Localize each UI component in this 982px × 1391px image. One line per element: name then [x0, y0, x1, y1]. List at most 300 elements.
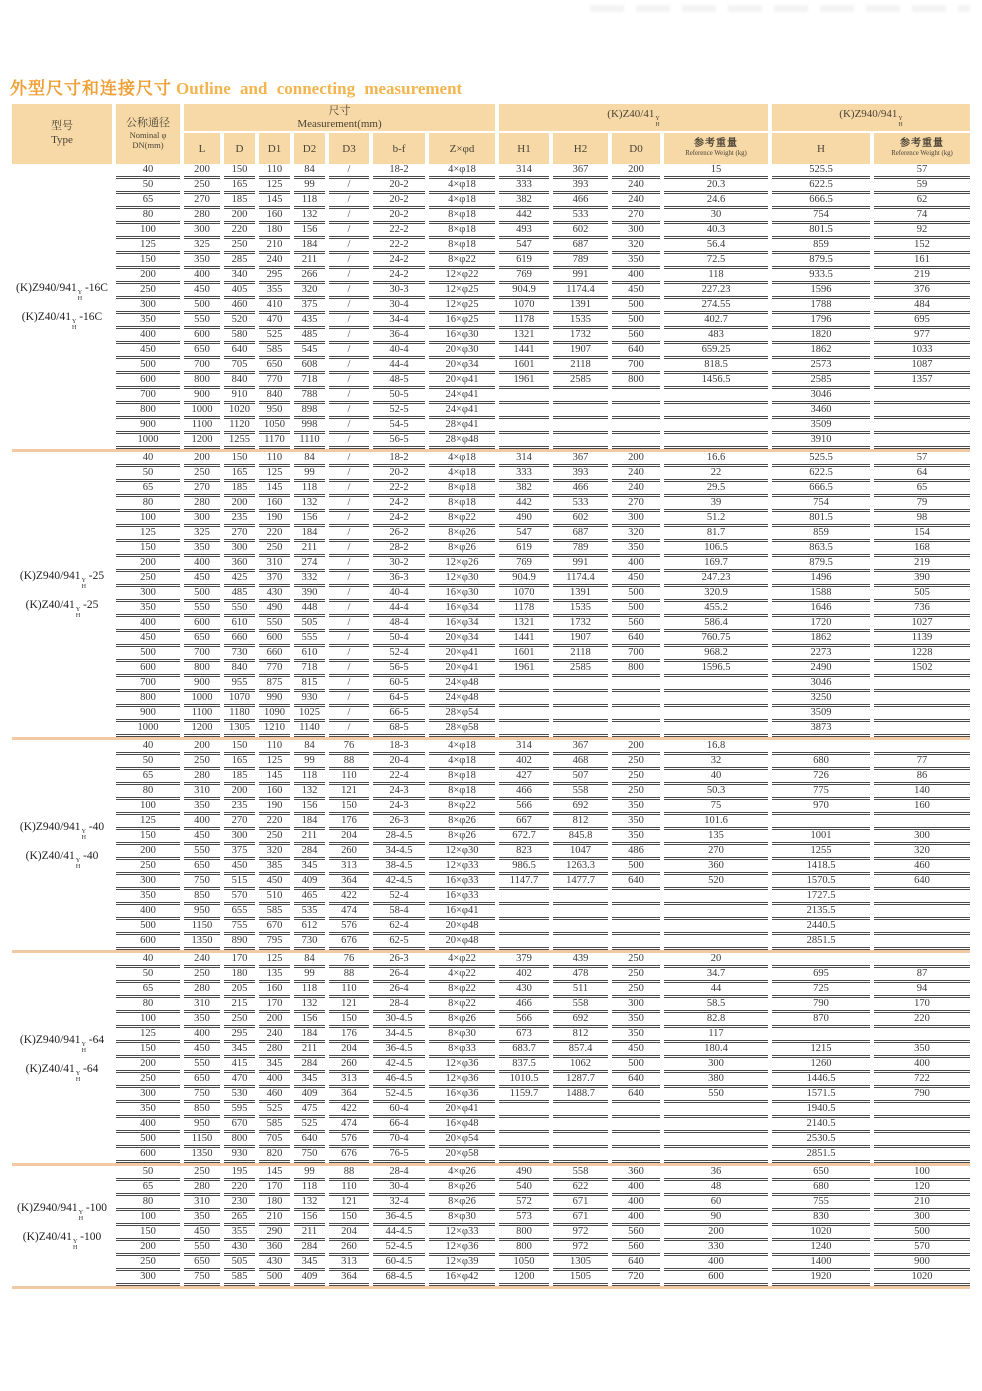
value-cell: 125: [259, 953, 290, 968]
value-cell: 118: [294, 482, 325, 497]
value-cell: 210: [259, 1211, 290, 1226]
value-cell: 18-3: [373, 740, 425, 755]
col-D0: D0: [612, 133, 660, 164]
table-row: [12, 875, 970, 890]
value-cell: 26-4: [373, 983, 425, 998]
value-cell: 16×φ30: [429, 587, 495, 602]
value-cell: 270: [184, 194, 220, 209]
value-cell: 1020: [772, 1226, 870, 1241]
value-cell: /: [329, 179, 369, 194]
value-cell: 409: [294, 1088, 325, 1103]
value-cell: 169.7: [664, 557, 768, 572]
value-cell: 430: [499, 983, 549, 998]
value-cell: 350: [184, 254, 220, 269]
value-cell: 250: [612, 770, 660, 785]
value-cell: 150: [224, 452, 255, 467]
value-cell: 20×φ58: [429, 1148, 495, 1163]
value-cell: 550: [664, 1088, 768, 1103]
value-cell: 655: [224, 905, 255, 920]
value-cell: 1100: [184, 419, 220, 434]
value-cell: 30-2: [373, 557, 425, 572]
value-cell: /: [329, 542, 369, 557]
dn-cell: 125: [116, 815, 180, 830]
value-cell: 36-4: [373, 329, 425, 344]
value-cell: [612, 905, 660, 920]
value-cell: 730: [294, 935, 325, 950]
table-row: [12, 1058, 970, 1073]
dn-cell: 500: [116, 920, 180, 935]
value-cell: 333: [499, 179, 549, 194]
value-cell: [499, 1103, 549, 1118]
value-cell: 705: [259, 1133, 290, 1148]
value-cell: 750: [294, 1148, 325, 1163]
value-cell: 26-4: [373, 968, 425, 983]
value-cell: 156: [294, 512, 325, 527]
dn-cell: 65: [116, 482, 180, 497]
value-cell: 4×φ26: [429, 1166, 495, 1181]
value-cell: 950: [259, 404, 290, 419]
value-cell: 118: [294, 1181, 325, 1196]
value-cell: 576: [329, 1133, 369, 1148]
z40-variant-stack: Y H: [655, 115, 660, 128]
value-cell: 110: [259, 164, 290, 179]
table-row: [12, 890, 970, 905]
value-cell: 121: [329, 1196, 369, 1211]
value-cell: 687: [553, 239, 608, 254]
dn-cell: 200: [116, 269, 180, 284]
value-cell: 1174.4: [553, 572, 608, 587]
table-row: [12, 572, 970, 587]
value-cell: 220: [259, 815, 290, 830]
value-cell: [664, 920, 768, 935]
value-cell: 58-4: [373, 905, 425, 920]
value-cell: 402.7: [664, 314, 768, 329]
value-cell: 250: [612, 983, 660, 998]
value-cell: 1321: [499, 329, 549, 344]
value-cell: 4×φ18: [429, 164, 495, 179]
value-cell: 235: [224, 800, 255, 815]
value-cell: 1255: [772, 845, 870, 860]
value-cell: [664, 404, 768, 419]
value-cell: 99: [294, 755, 325, 770]
value-cell: 156: [294, 224, 325, 239]
value-cell: 535: [294, 905, 325, 920]
value-cell: 20-2: [373, 179, 425, 194]
dn-cell: 150: [116, 542, 180, 557]
value-cell: [553, 404, 608, 419]
value-cell: 12×φ30: [429, 572, 495, 587]
value-cell: 52-4: [373, 647, 425, 662]
value-cell: /: [329, 374, 369, 389]
value-cell: 595: [224, 1103, 255, 1118]
value-cell: 12×φ30: [429, 845, 495, 860]
value-cell: 1047: [553, 845, 608, 860]
dn-cell: 300: [116, 1088, 180, 1103]
value-cell: 550: [184, 602, 220, 617]
value-cell: 1070: [224, 692, 255, 707]
value-cell: 180: [259, 224, 290, 239]
value-cell: 930: [294, 692, 325, 707]
value-cell: [874, 740, 970, 755]
value-cell: 32: [664, 755, 768, 770]
value-cell: [612, 890, 660, 905]
value-cell: 435: [294, 314, 325, 329]
value-cell: 110: [329, 770, 369, 785]
value-cell: 26-3: [373, 815, 425, 830]
value-cell: 801.5: [772, 512, 870, 527]
value-cell: 220: [224, 1181, 255, 1196]
value-cell: 450: [184, 1226, 220, 1241]
value-cell: 284: [294, 1058, 325, 1073]
value-cell: 2585: [553, 662, 608, 677]
value-cell: /: [329, 239, 369, 254]
value-cell: 545: [294, 344, 325, 359]
value-cell: 400: [612, 1211, 660, 1226]
value-cell: 812: [553, 815, 608, 830]
value-cell: 511: [553, 983, 608, 998]
value-cell: 555: [294, 632, 325, 647]
dn-cell: 80: [116, 497, 180, 512]
value-cell: 18-2: [373, 452, 425, 467]
value-cell: 99: [294, 467, 325, 482]
value-cell: 566: [499, 1013, 549, 1028]
dn-cell: 40: [116, 452, 180, 467]
dn-cell: 65: [116, 983, 180, 998]
variant-stack: Y H: [78, 1209, 84, 1222]
value-cell: 650: [259, 359, 290, 374]
value-cell: 64-5: [373, 692, 425, 707]
value-cell: 507: [553, 770, 608, 785]
table-row: [12, 269, 970, 284]
value-cell: 350: [612, 542, 660, 557]
value-cell: 667: [499, 815, 549, 830]
value-cell: [553, 1118, 608, 1133]
z940-label: (K)Z940/941: [839, 107, 898, 120]
value-cell: 110: [329, 1181, 369, 1196]
dn-cell: 400: [116, 329, 180, 344]
value-cell: 672.7: [499, 830, 549, 845]
value-cell: 933.5: [772, 269, 870, 284]
value-cell: 525.5: [772, 452, 870, 467]
value-cell: 40-4: [373, 587, 425, 602]
value-cell: 1305: [224, 722, 255, 737]
value-cell: 20×φ30: [429, 344, 495, 359]
value-cell: 483: [664, 329, 768, 344]
value-cell: /: [329, 434, 369, 449]
value-cell: 525: [259, 1103, 290, 1118]
value-cell: 32-4: [373, 1196, 425, 1211]
value-cell: 26-3: [373, 953, 425, 968]
value-cell: 788: [294, 389, 325, 404]
value-cell: 57: [874, 164, 970, 179]
value-cell: 3910: [772, 434, 870, 449]
value-cell: 320: [259, 845, 290, 860]
value-cell: [874, 419, 970, 434]
value-cell: 879.5: [772, 254, 870, 269]
value-cell: 650: [184, 1256, 220, 1271]
value-cell: 430: [224, 1241, 255, 1256]
value-cell: 24×φ41: [429, 404, 495, 419]
value-cell: 300: [612, 512, 660, 527]
value-cell: [664, 707, 768, 722]
value-cell: 402: [499, 968, 549, 983]
value-cell: 280: [184, 770, 220, 785]
value-cell: 99: [294, 1166, 325, 1181]
value-cell: 170: [224, 953, 255, 968]
value-cell: 692: [553, 1013, 608, 1028]
value-cell: /: [329, 677, 369, 692]
value-cell: /: [329, 467, 369, 482]
dn-cell: 350: [116, 602, 180, 617]
value-cell: 12×φ39: [429, 1256, 495, 1271]
value-cell: 409: [294, 1271, 325, 1286]
value-cell: 30-4: [373, 1181, 425, 1196]
value-cell: 8×φ30: [429, 1028, 495, 1043]
value-cell: 558: [553, 785, 608, 800]
value-cell: 350: [612, 815, 660, 830]
value-cell: [553, 1103, 608, 1118]
table-row: [12, 467, 970, 482]
value-cell: 28×φ58: [429, 722, 495, 737]
value-cell: 200: [184, 740, 220, 755]
value-cell: [612, 707, 660, 722]
value-cell: 500: [612, 314, 660, 329]
value-cell: 726: [772, 770, 870, 785]
value-cell: 51.2: [664, 512, 768, 527]
value-cell: 640: [612, 1256, 660, 1271]
value-cell: 986.5: [499, 860, 549, 875]
value-cell: /: [329, 164, 369, 179]
value-cell: 345: [294, 1073, 325, 1088]
value-cell: 20×φ34: [429, 359, 495, 374]
value-cell: 640: [874, 875, 970, 890]
value-cell: 687: [553, 527, 608, 542]
value-cell: 859: [772, 239, 870, 254]
value-cell: [874, 722, 970, 737]
dn-cell: 500: [116, 359, 180, 374]
value-cell: 280: [259, 1043, 290, 1058]
value-cell: 34-4.5: [373, 1028, 425, 1043]
variant-stack: Y H: [81, 1041, 86, 1054]
value-cell: 415: [224, 1058, 255, 1073]
table-row: [12, 692, 970, 707]
value-cell: [874, 935, 970, 950]
col-H2: H2: [553, 133, 608, 164]
value-cell: 2585: [553, 374, 608, 389]
value-cell: 40-4: [373, 344, 425, 359]
value-cell: 29.5: [664, 482, 768, 497]
value-cell: 800: [612, 662, 660, 677]
value-cell: 313: [329, 1073, 369, 1088]
dn-cell: 125: [116, 527, 180, 542]
value-cell: 700: [184, 647, 220, 662]
value-cell: 118: [294, 983, 325, 998]
value-cell: 510: [259, 890, 290, 905]
value-cell: [499, 692, 549, 707]
value-cell: 350: [184, 1211, 220, 1226]
dn-cell: 600: [116, 935, 180, 950]
value-cell: 382: [499, 194, 549, 209]
col-D1: D1: [259, 133, 290, 164]
value-cell: 660: [259, 647, 290, 662]
value-cell: 266: [294, 269, 325, 284]
value-cell: 4×φ22: [429, 968, 495, 983]
value-cell: 180: [259, 1196, 290, 1211]
value-cell: 200: [184, 164, 220, 179]
value-cell: 195: [224, 1166, 255, 1181]
value-cell: 59: [874, 179, 970, 194]
value-cell: 117: [664, 1028, 768, 1043]
value-cell: 48-4: [373, 617, 425, 632]
value-cell: 550: [184, 314, 220, 329]
value-cell: 284: [294, 845, 325, 860]
value-cell: 393: [553, 179, 608, 194]
value-cell: 671: [553, 1211, 608, 1226]
value-cell: 62-5: [373, 935, 425, 950]
value-cell: 152: [874, 239, 970, 254]
value-cell: 300: [224, 830, 255, 845]
table-row: [12, 998, 970, 1013]
value-cell: 505: [874, 587, 970, 602]
table-row: [12, 1013, 970, 1028]
value-cell: 840: [259, 389, 290, 404]
value-cell: 77: [874, 755, 970, 770]
value-cell: 227.23: [664, 284, 768, 299]
value-cell: 8×φ26: [429, 1196, 495, 1211]
table-row: [12, 557, 970, 572]
value-cell: 68-4.5: [373, 1271, 425, 1286]
value-cell: 640: [294, 1133, 325, 1148]
value-cell: 576: [329, 920, 369, 935]
value-cell: 270: [612, 209, 660, 224]
value-cell: 284: [294, 1241, 325, 1256]
value-cell: [612, 692, 660, 707]
value-cell: 40.3: [664, 224, 768, 239]
value-cell: 250: [612, 953, 660, 968]
value-cell: [664, 1118, 768, 1133]
value-cell: 850: [184, 890, 220, 905]
type-label: (K)Z940/941 Y H -64 (K)Z40/41 Y H -64: [12, 953, 112, 1163]
value-cell: 2585: [772, 374, 870, 389]
value-cell: 586.4: [664, 617, 768, 632]
dn-cell: 500: [116, 647, 180, 662]
value-cell: 8×φ33: [429, 1043, 495, 1058]
value-cell: 530: [224, 1088, 255, 1103]
value-cell: 1535: [553, 314, 608, 329]
value-cell: 1305: [553, 1256, 608, 1271]
table-row: [12, 1103, 970, 1118]
value-cell: 1535: [553, 602, 608, 617]
value-cell: 170: [874, 998, 970, 1013]
value-cell: /: [329, 269, 369, 284]
section-40: [12, 740, 970, 950]
value-cell: 2490: [772, 662, 870, 677]
value-cell: 184: [294, 815, 325, 830]
value-cell: 333: [499, 467, 549, 482]
value-cell: 350: [612, 254, 660, 269]
table-row: [12, 1148, 970, 1163]
value-cell: 955: [224, 677, 255, 692]
value-cell: 572: [499, 1196, 549, 1211]
value-cell: 184: [294, 527, 325, 542]
value-cell: 500: [612, 860, 660, 875]
dn-cell: 800: [116, 692, 180, 707]
value-cell: 160: [259, 209, 290, 224]
col-z-phi-d: Z×φd: [429, 133, 495, 164]
value-cell: 320.9: [664, 587, 768, 602]
value-cell: 1357: [874, 374, 970, 389]
value-cell: 52-4.5: [373, 1088, 425, 1103]
dn-cell: 65: [116, 770, 180, 785]
value-cell: 466: [499, 785, 549, 800]
col-nominal-zh: 公称通径: [126, 117, 170, 130]
value-cell: 4×φ18: [429, 755, 495, 770]
value-cell: [553, 1133, 608, 1148]
value-cell: 671: [553, 1196, 608, 1211]
table-row: [12, 662, 970, 677]
value-cell: 968.2: [664, 647, 768, 662]
value-cell: 790: [874, 1088, 970, 1103]
value-cell: 190: [259, 512, 290, 527]
table-row: [12, 224, 970, 239]
value-cell: 520: [664, 875, 768, 890]
value-cell: [664, 722, 768, 737]
value-cell: 12×φ26: [429, 557, 495, 572]
value-cell: 165: [224, 179, 255, 194]
value-cell: 2135.5: [772, 905, 870, 920]
value-cell: 99: [294, 179, 325, 194]
value-cell: 64: [874, 467, 970, 482]
value-cell: 700: [612, 359, 660, 374]
value-cell: 90: [664, 1211, 768, 1226]
value-cell: /: [329, 602, 369, 617]
value-cell: 12×φ33: [429, 1226, 495, 1241]
value-cell: 900: [184, 677, 220, 692]
value-cell: [664, 419, 768, 434]
value-cell: 22-2: [373, 224, 425, 239]
dn-cell: 200: [116, 845, 180, 860]
value-cell: /: [329, 497, 369, 512]
value-cell: 1240: [772, 1241, 870, 1256]
value-cell: 1010.5: [499, 1073, 549, 1088]
value-cell: 345: [294, 1256, 325, 1271]
value-cell: 350: [612, 1028, 660, 1043]
value-cell: [612, 389, 660, 404]
value-cell: [553, 935, 608, 950]
value-cell: 38-4.5: [373, 860, 425, 875]
value-cell: 1588: [772, 587, 870, 602]
value-cell: 1150: [184, 920, 220, 935]
table-row: [12, 1196, 970, 1211]
value-cell: [612, 1118, 660, 1133]
value-cell: 430: [259, 1256, 290, 1271]
value-cell: 800: [612, 374, 660, 389]
dn-cell: 100: [116, 224, 180, 239]
value-cell: 3046: [772, 677, 870, 692]
value-cell: 560: [612, 1226, 660, 1241]
dn-cell: 450: [116, 632, 180, 647]
dn-cell: 40: [116, 953, 180, 968]
value-cell: /: [329, 512, 369, 527]
value-cell: 3046: [772, 389, 870, 404]
value-cell: 314: [499, 452, 549, 467]
value-cell: 28-4: [373, 1166, 425, 1181]
value-cell: 170: [259, 1181, 290, 1196]
value-cell: 800: [184, 374, 220, 389]
value-cell: [612, 920, 660, 935]
value-cell: 470: [259, 314, 290, 329]
value-cell: 560: [612, 1241, 660, 1256]
